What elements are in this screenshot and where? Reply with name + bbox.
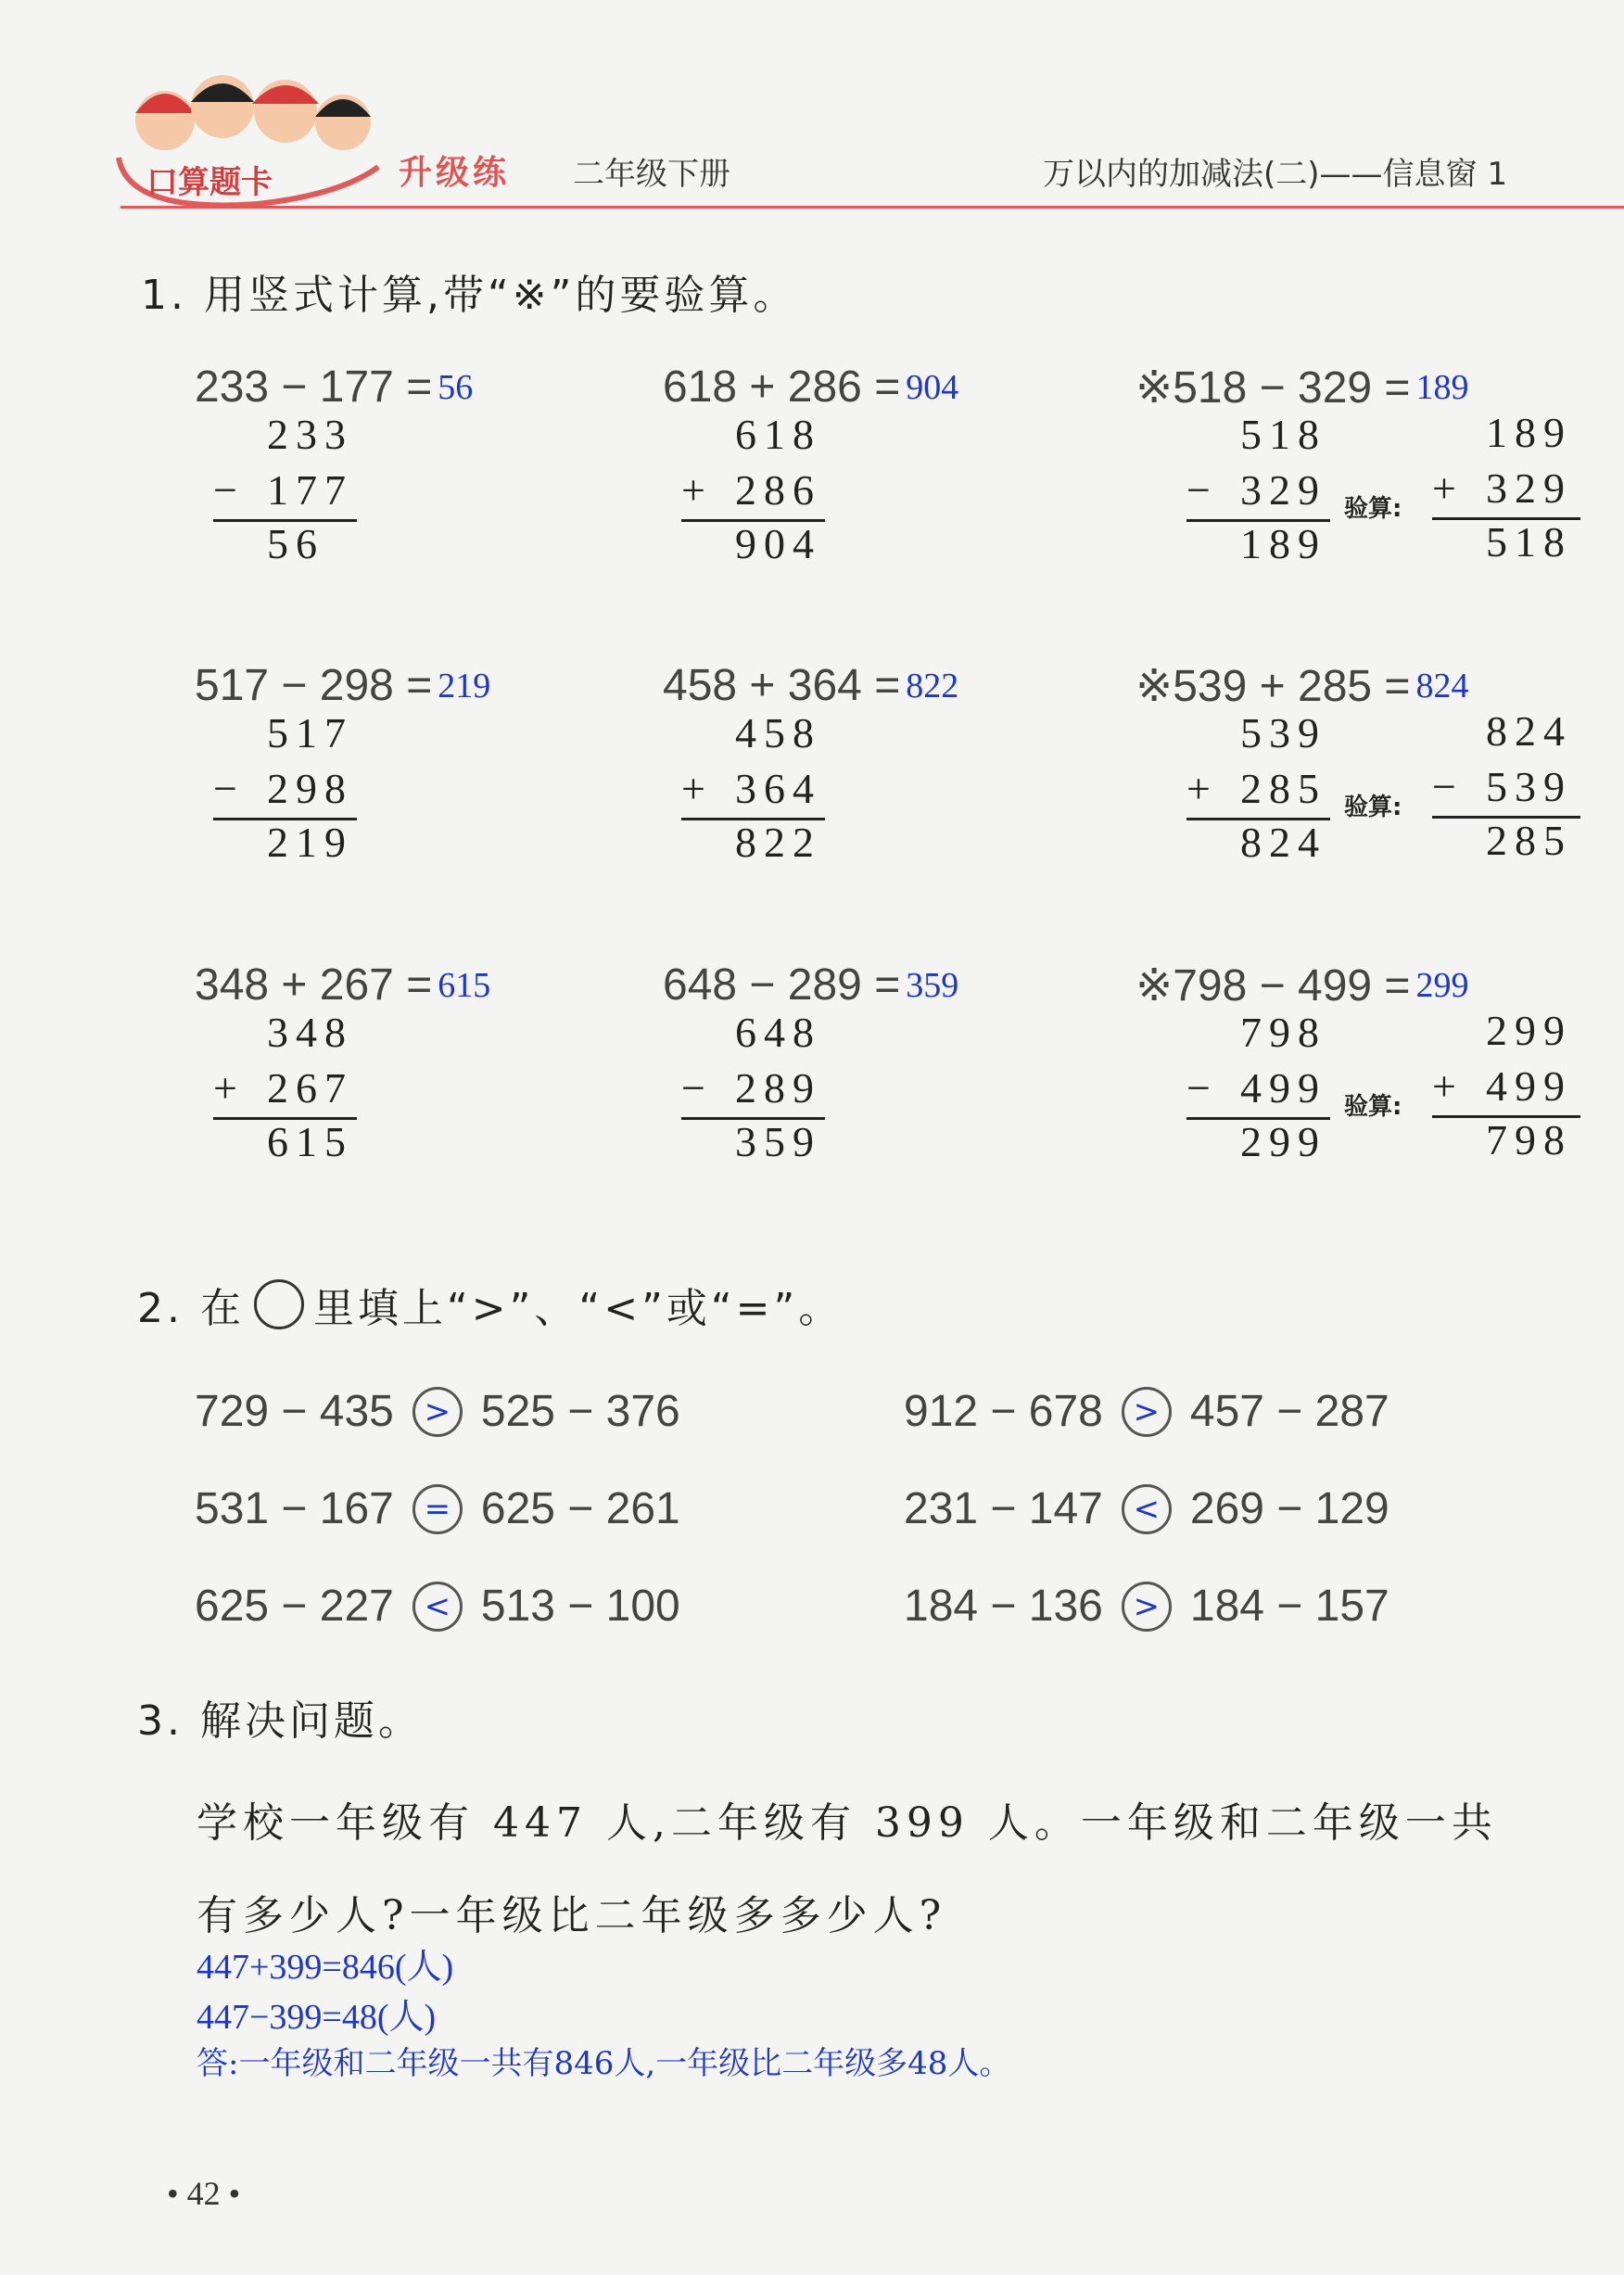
compare-left: 729 − 435 [195,1387,394,1436]
compare-right: 269 − 129 [1189,1484,1389,1533]
problem-line-1: 学校一年级有 447 人,二年级有 399 人。一年级和二年级一共 [197,1799,1498,1847]
logo-text: 口算题卡 [146,164,273,201]
solution-1: 447+399=846(人) [197,1948,454,1987]
check-operator: + [1432,464,1464,512]
vc-bottom: 286 [735,466,821,514]
compare-symbol: > [412,1387,463,1437]
unit-label: 万以内的加减法(二)——信息窗 1 [1043,156,1507,193]
header-rule [121,206,1624,211]
equation-answer: 299 [1415,966,1469,1005]
equation-answer: 219 [438,666,491,705]
vc-operator: − [213,466,245,514]
compare-right: 513 − 100 [480,1582,680,1631]
vc-bottom: 285 [1240,765,1326,812]
check-bottom: 499 [1486,1062,1572,1110]
equation [663,960,958,1010]
compare-symbol: > [1122,1387,1172,1437]
vc-bottom: 329 [1240,466,1326,514]
compare-left: 531 − 167 [195,1484,394,1533]
vc-result: 359 [735,1118,821,1165]
equation-answer: 824 [1415,667,1469,705]
vc-operator: + [681,765,713,812]
vc-top: 517 [267,709,353,756]
equation-text: ※518 − 329 = [1136,363,1411,413]
vc-result: 615 [267,1118,353,1165]
section3-title: 3. 解决问题。 [137,1697,423,1745]
equation-text: 517 − 298 = [195,661,433,710]
equation-text: 618 + 286 = [663,362,901,412]
vc-operator: + [1186,765,1218,812]
vc-bottom: 267 [267,1064,353,1112]
check-label: 验算: [1344,794,1402,821]
vc-bottom: 298 [267,765,353,812]
compare-item [904,1386,1389,1437]
answer-text: 答:一年级和二年级一共有846人,一年级比二年级多48人。 [197,2045,1011,2082]
equation-answer: 904 [906,367,959,407]
check-top: 299 [1486,1007,1572,1054]
compare-right: 457 − 287 [1189,1387,1389,1436]
vc-top: 233 [267,411,353,458]
equation [1136,660,1468,712]
vc-operator: − [1186,466,1218,514]
vc-result: 189 [1240,520,1326,567]
vc-top: 798 [1240,1009,1326,1056]
vc-result: 904 [735,520,821,567]
compare-item [195,1386,680,1437]
compare-item [904,1483,1389,1534]
compare-symbol: < [1122,1484,1172,1534]
equation [1136,362,1468,413]
equation-answer: 56 [438,367,474,407]
compare-left: 625 − 227 [195,1582,394,1631]
vc-bottom: 499 [1240,1064,1326,1112]
equation [195,362,473,413]
vc-top: 539 [1240,709,1326,756]
compare-symbol: < [412,1582,463,1632]
vc-result: 219 [267,819,353,866]
problem-line-2: 有多少人?一年级比二年级多多少人? [197,1892,947,1939]
check-operator: + [1432,1062,1464,1110]
equation [1136,960,1468,1011]
vc-top: 518 [1240,411,1326,458]
grade-label: 二年级下册 [573,156,730,193]
section2-title-pre: 2. 在 [137,1285,245,1332]
vc-operator: − [681,1064,713,1112]
check-operator: − [1432,763,1464,810]
equation-text: 458 + 364 = [663,661,901,710]
check-top: 824 [1486,707,1572,755]
vc-result: 822 [735,819,821,866]
equation-text: 348 + 267 = [195,960,433,1010]
vc-bottom: 177 [267,466,353,514]
check-bottom: 329 [1486,464,1572,512]
vc-result: 56 [267,520,324,567]
vc-operator: + [681,466,713,514]
equation-text: 233 − 177 = [195,362,433,412]
compare-symbol: = [412,1484,463,1534]
vc-operator: + [213,1064,245,1112]
section1-title: 1. 用竖式计算,带“※”的要验算。 [141,272,798,319]
compare-right: 525 − 376 [480,1387,680,1436]
check-result: 518 [1486,518,1572,566]
compare-item [195,1581,680,1632]
vc-bottom: 364 [735,765,821,812]
equation-text: 648 − 289 = [663,960,901,1010]
logo [109,56,387,222]
page-number: • 42 • [167,2175,241,2212]
check-top: 189 [1486,409,1572,456]
compare-left: 231 − 147 [904,1484,1103,1533]
equation [195,660,490,711]
compare-item [195,1483,680,1534]
compare-symbol: > [1122,1582,1172,1632]
vc-top: 348 [267,1009,353,1056]
check-label: 验算: [1344,1093,1402,1121]
compare-right: 625 − 261 [480,1484,680,1533]
vc-top: 618 [735,411,821,458]
equation-text: ※539 + 285 = [1136,662,1411,711]
check-result: 285 [1486,817,1572,864]
section2-title [137,1275,843,1334]
vc-top: 648 [735,1009,821,1056]
vc-operator: − [213,765,245,812]
compare-left: 912 − 678 [904,1387,1103,1436]
circle-icon [254,1279,304,1329]
series-label: 升级练 [399,154,511,192]
check-label: 验算: [1344,495,1402,523]
equation-answer: 615 [438,965,491,1005]
vc-operator: − [1186,1064,1218,1112]
equation-answer: 822 [906,666,959,705]
equation-answer: 189 [1415,368,1469,407]
solution-2: 447−399=48(人) [197,1998,437,2037]
compare-item [904,1581,1389,1632]
vc-top: 458 [735,709,821,756]
section2-title-post: 里填上“>”、“<”或“=”。 [312,1285,844,1332]
compare-left: 184 − 136 [904,1582,1103,1631]
vc-result: 824 [1240,819,1326,866]
equation [663,362,958,413]
vc-result: 299 [1240,1118,1326,1165]
compare-right: 184 − 157 [1189,1582,1389,1631]
equation [663,660,958,711]
equation-answer: 359 [906,965,959,1005]
check-bottom: 539 [1486,763,1572,810]
equation [195,960,490,1010]
vc-bottom: 289 [735,1064,821,1112]
equation-text: ※798 − 499 = [1136,961,1411,1010]
check-result: 798 [1486,1116,1572,1163]
